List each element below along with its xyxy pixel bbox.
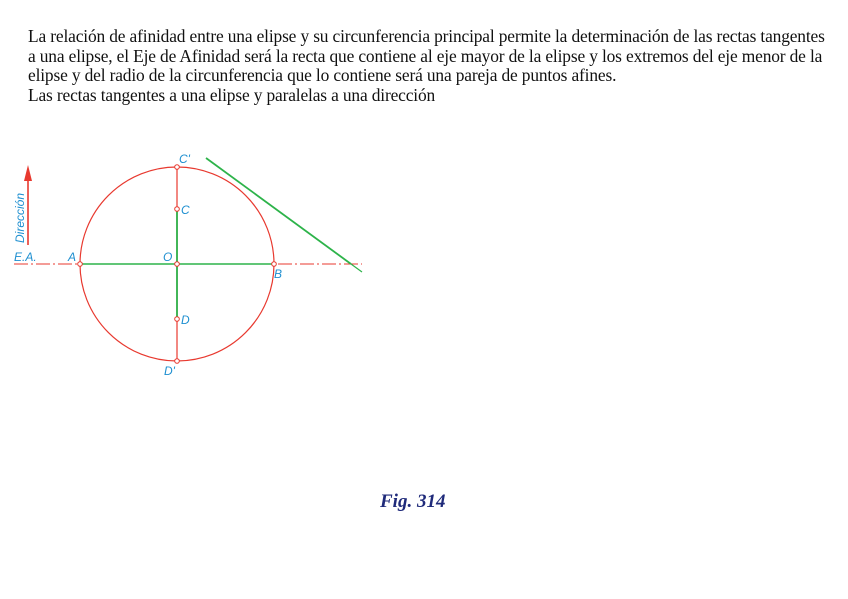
point-b-marker — [272, 262, 277, 267]
point-o-marker — [175, 262, 180, 267]
point-c-label: C — [181, 203, 190, 217]
point-d-prime-marker — [175, 359, 180, 364]
point-d-label: D — [181, 313, 190, 327]
figure-caption: Fig. 314 — [380, 491, 446, 512]
tangent-extension — [351, 264, 362, 272]
tangent-line — [206, 158, 351, 264]
point-c-marker — [175, 207, 180, 212]
point-a-label: A — [68, 250, 77, 264]
point-c-prime-label: C' — [179, 152, 190, 166]
point-d-marker — [175, 317, 180, 322]
point-a-marker — [78, 262, 83, 267]
point-d-prime-label: D' — [164, 364, 175, 378]
point-o-label: O — [163, 250, 173, 264]
paragraph-2: Las rectas tangentes a una elipse y paralelas a una dirección — [28, 84, 436, 105]
direction-label: Dirección — [13, 192, 27, 243]
point-b-label: B — [274, 267, 283, 281]
affinity-axis-label: E.A. — [14, 250, 37, 264]
paragraph-1: La relación de afinidad entre una elipse y su circunferencia principal permite la determinación de las rectas tangentes a una elipse, el Eje de Afinidad será la recta que contiene al eje mayor de la elipse y los extremos del eje menor de la elipse y del radio de la circunferencia que lo contiene será una pareja de puntos afines. — [28, 26, 825, 85]
